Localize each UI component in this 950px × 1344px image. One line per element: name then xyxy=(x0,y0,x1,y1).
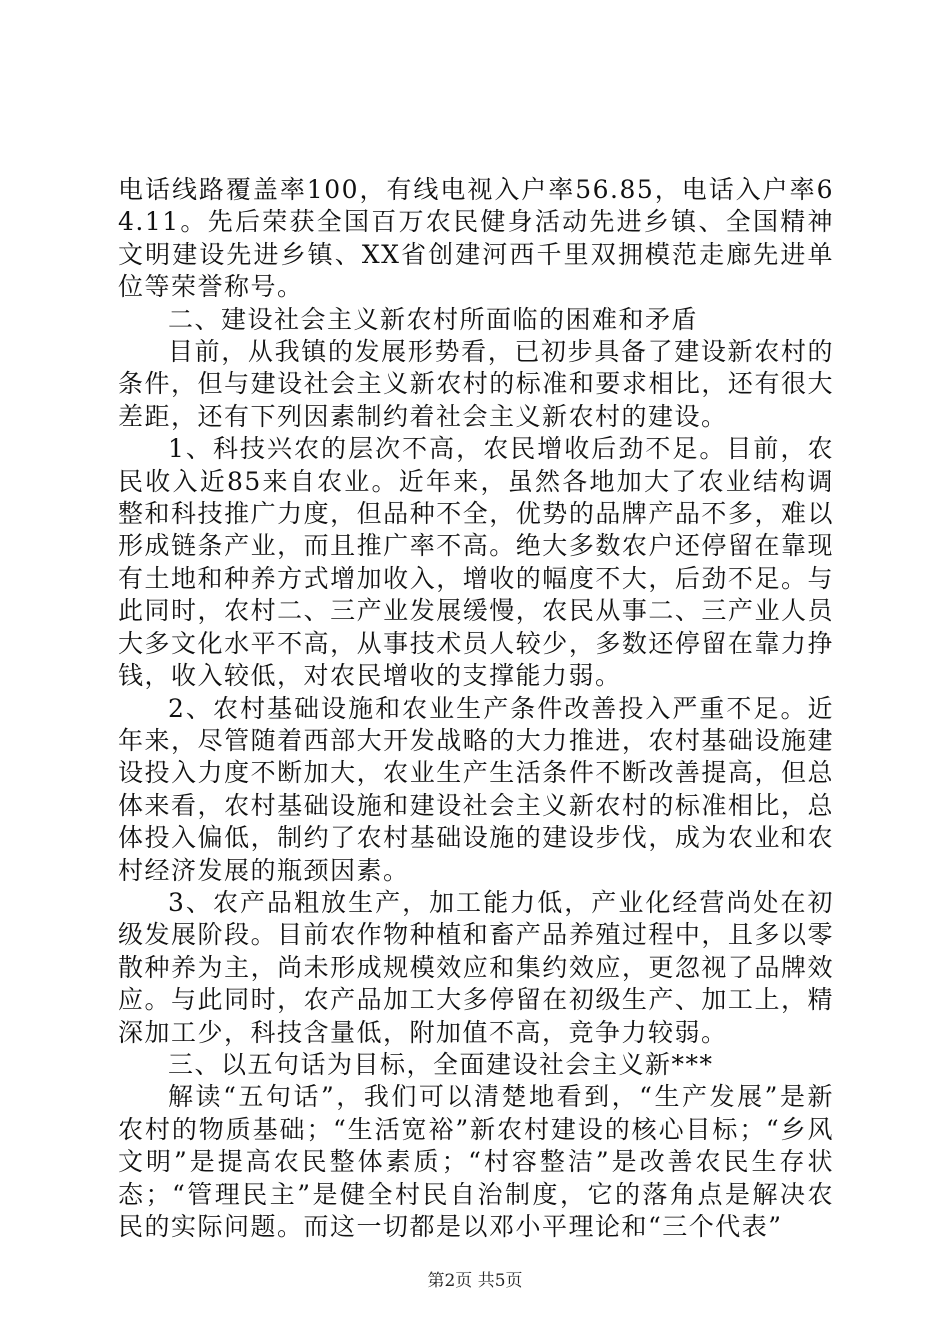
paragraph-point-3: 3、农产品粗放生产，加工能力低，产业化经营尚处在初级发展阶段。目前农作物种植和畜产品养殖过程中，且多以零散种养为主，尚未形成规模效应和集约效应，更忽视了品牌效应。与此同时，农产品加工大多停留在初级生产、加工上，精深加工少，科技含量低，附加值不高，竞争力较弱。 xyxy=(118,887,834,1047)
section-heading-five-sentences: 三、以五句话为目标，全面建设社会主义新*** xyxy=(168,1049,714,1079)
document-body xyxy=(118,174,834,1243)
paragraph-interpretation: 解读“五句话”，我们可以清楚地看到，“生产发展”是新农村的物质基础；“生活宽裕”新农村建设的核心目标；“乡风文明”是提高农民整体素质；“村容整洁”是改善农民生存状态；“管理民主”是健全村民自治制度，它的落角点是解决农民的实际问题。而这一切都是以邓小平理论和“三个代表” xyxy=(118,1082,834,1241)
paragraph-current-situation: 目前，从我镇的发展形势看，已初步具备了建设新农村的条件，但与建设社会主义新农村的标准和要求相比，还有很大差距，还有下列因素制约着社会主义新农村的建设。 xyxy=(118,337,834,431)
paragraph-point-2: 2、农村基础设施和农业生产条件改善投入严重不足。近年来，尽管随着西部大开发战略的大力推进，农村基础设施建设投入力度不断加大，农业生产生活条件不断改善提高，但总体来看，农村基础设施和建设社会主义新农村的标准相比，总体投入偏低，制约了农村基础设施的建设步伐，成为农业和农村经济发展的瓶颈因素。 xyxy=(118,693,834,885)
paragraph-point-1: 1、科技兴农的层次不高，农民增收后劲不足。目前，农民收入近85来自农业。近年来，虽然各地加大了农业结构调整和科技推广力度，但品种不全，优势的品牌产品不多，难以形成链条产业，而且推广率不高。绝大多数农户还停留在靠现有土地和种养方式增加收入，增收的幅度不大，后劲不足。与此同时，农村二、三产业发展缓慢，农民从事二、三产业人员大多文化水平不高，从事技术员人较少，多数还停留在靠力挣钱，收入较低，对农民增收的支撑能力弱。 xyxy=(118,434,834,691)
paragraph-continuation: 电话线路覆盖率100，有线电视入户率56.85，电话入户率64.11。先后荣获全国百万农民健身活动先进乡镇、全国精神文明建设先进乡镇、XX省创建河西千里双拥模范走廊先进单位等荣誉称号。 xyxy=(118,175,834,302)
section-heading-difficulties: 二、建设社会主义新农村所面临的困难和矛盾 xyxy=(168,304,699,334)
page-number-footer: 第2页 共5页 xyxy=(427,1271,523,1291)
